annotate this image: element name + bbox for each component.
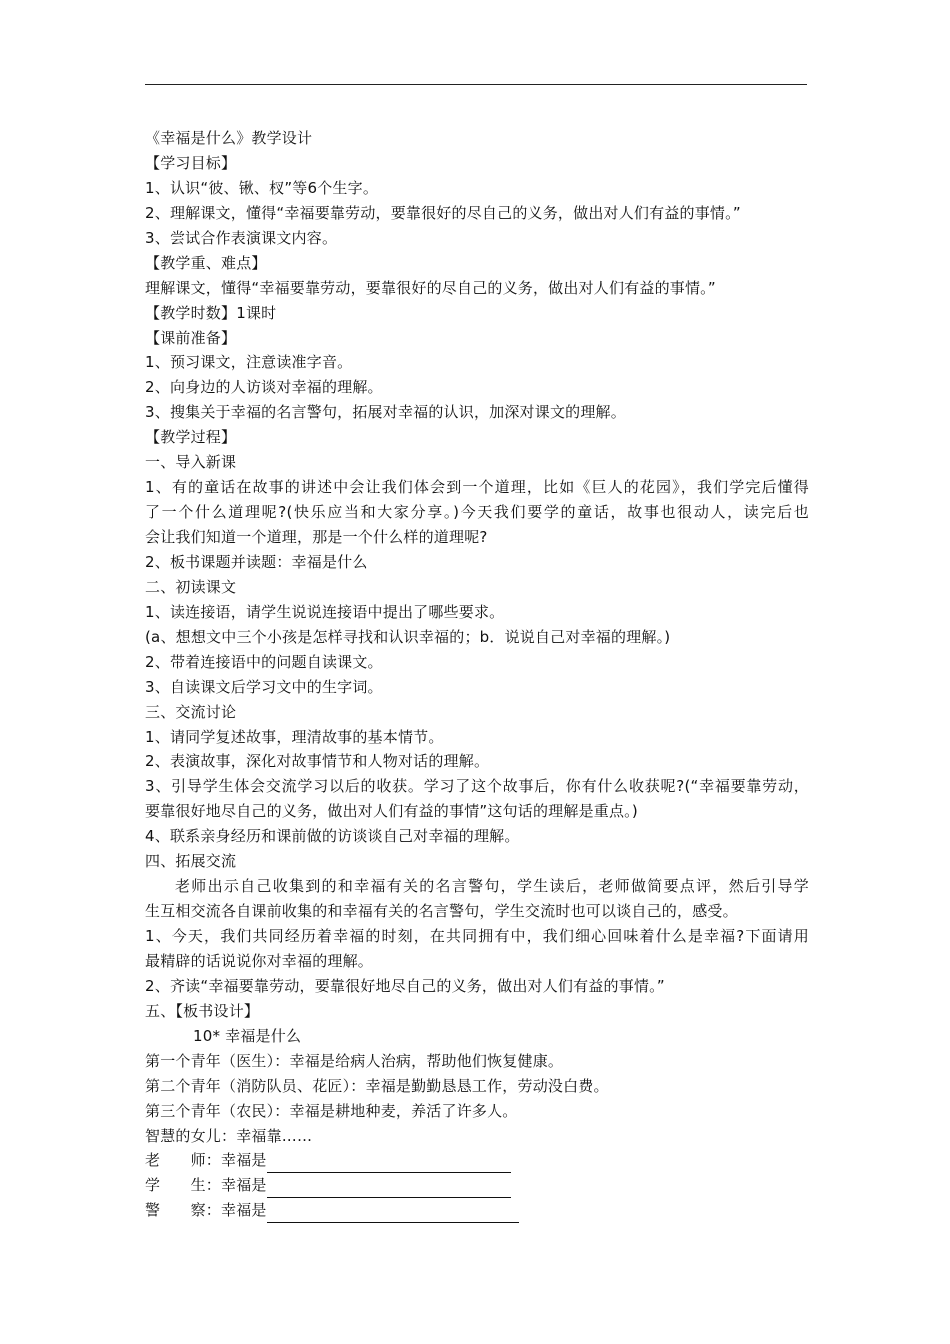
section-3-item-3-line: 要靠很好地尽自己的义务，做出对人们有益的事情”这句话的理解是重点。) [145, 802, 638, 821]
section-3-item-2: 2、表演故事，深化对故事情节和人物对话的理解。 [145, 752, 490, 771]
goal-3: 3、尝试合作表演课文内容。 [145, 228, 338, 247]
section-4-item-1-line: 最精辟的话说说你对幸福的理解。 [145, 951, 374, 970]
section-4-para-line: 老师出示自己收集到的和幸福有关的名言警句，学生读后，老师做简要点评，然后引导学 [175, 877, 809, 896]
section-2-heading: 二、初读课文 [145, 577, 237, 596]
heading-goals: 【学习目标】 [145, 153, 237, 172]
board-fill-police [145, 1198, 809, 1223]
fill-in-blank [267, 1204, 519, 1223]
board-line: 智慧的女儿：幸福靠…… [145, 1126, 313, 1145]
board-fill-student [145, 1173, 809, 1198]
fill-in-blank [267, 1179, 511, 1198]
goal-1: 1、认识“彼、锹、杈”等6个生字。 [145, 178, 379, 197]
section-1-item-2: 2、板书课题并读题：幸福是什么 [145, 552, 368, 571]
header-rule [145, 84, 807, 85]
board-line: 第二个青年（消防队员、花匠）：幸福是勤勤恳恳工作，劳动没白费。 [145, 1076, 609, 1095]
board-line: 第一个青年（医生）：幸福是给病人治病，帮助他们恢复健康。 [145, 1051, 564, 1070]
heading-process: 【教学过程】 [145, 428, 237, 447]
board-fill-label: 警 察：幸福是 [145, 1201, 267, 1220]
section-4-item-2: 2、齐读“幸福要靠劳动，要靠很好地尽自己的义务，做出对人们有益的事情。” [145, 976, 665, 995]
section-3-item-4: 4、联系亲身经历和课前做的访谈谈自己对幸福的理解。 [145, 827, 520, 846]
board-fill-label: 学 生：幸福是 [145, 1176, 267, 1195]
section-3-heading: 三、交流讨论 [145, 702, 237, 721]
section-2-item-1: 1、读连接语，请学生说说连接语中提出了哪些要求。 [145, 602, 505, 621]
section-5-heading: 五、【板书设计】 [145, 1001, 260, 1020]
document-body [145, 126, 809, 1223]
section-1-heading: 一、导入新课 [145, 453, 237, 472]
section-2-item-2: 2、带着连接语中的问题自读课文。 [145, 652, 383, 671]
section-1-para-line: 会让我们知道一个道理，那是一个什么样的道理呢? [145, 528, 488, 546]
board-title: 10* 幸福是什么 [193, 1026, 302, 1045]
section-4-heading: 四、拓展交流 [145, 852, 237, 871]
heading-preparation: 【课前准备】 [145, 328, 237, 347]
teaching-hours: 【教学时数】1课时 [145, 303, 277, 322]
board-fill-label: 老 师：幸福是 [145, 1151, 267, 1170]
prep-1: 1、预习课文，注意读准字音。 [145, 353, 353, 372]
fill-in-blank [267, 1154, 511, 1173]
goal-2: 2、理解课文，懂得“幸福要靠劳动，要靠很好的尽自己的义务，做出对人们有益的事情。” [145, 203, 741, 222]
heading-key-points: 【教学重、难点】 [145, 253, 267, 272]
section-2-item-3: 3、自读课文后学习文中的生字词。 [145, 677, 383, 696]
key-point: 理解课文，懂得“幸福要靠劳动，要靠很好的尽自己的义务，做出对人们有益的事情。” [145, 278, 716, 297]
doc-title: 《幸福是什么》教学设计 [145, 129, 313, 147]
section-1-para-line: 了一个什么道理呢?(快乐应当和大家分享。)今天我们要学的童话，故事也很动人，读完后也 [145, 503, 809, 522]
prep-2: 2、向身边的人访谈对幸福的理解。 [145, 378, 383, 397]
section-4-para-line: 生互相交流各自课前收集的和幸福有关的名言警句，学生交流时也可以谈自己的，感受。 [145, 902, 738, 921]
section-4-item-1-line: 1、今天，我们共同经历着幸福的时刻，在共同拥有中，我们细心回味着什么是幸福?下面请用 [145, 927, 809, 945]
section-2-item-1-note: (a、想想文中三个小孩是怎样寻找和认识幸福的；b．说说自己对幸福的理解。) [145, 627, 671, 646]
section-3-item-3-line: 3、引导学生体会交流学习以后的收获。学习了这个故事后，你有什么收获呢?(“幸福要靠劳动， [145, 777, 809, 796]
section-3-item-1: 1、请同学复述故事，理清故事的基本情节。 [145, 727, 444, 746]
section-1-para-line: 1、有的童话在故事的讲述中会让我们体会到一个道理，比如《巨人的花园》，我们学完后懂得 [145, 478, 809, 497]
board-fill-teacher [145, 1148, 809, 1173]
board-line: 第三个青年（农民）：幸福是耕地种麦，养活了许多人。 [145, 1101, 518, 1120]
prep-3: 3、搜集关于幸福的名言警句，拓展对幸福的认识，加深对课文的理解。 [145, 403, 626, 422]
